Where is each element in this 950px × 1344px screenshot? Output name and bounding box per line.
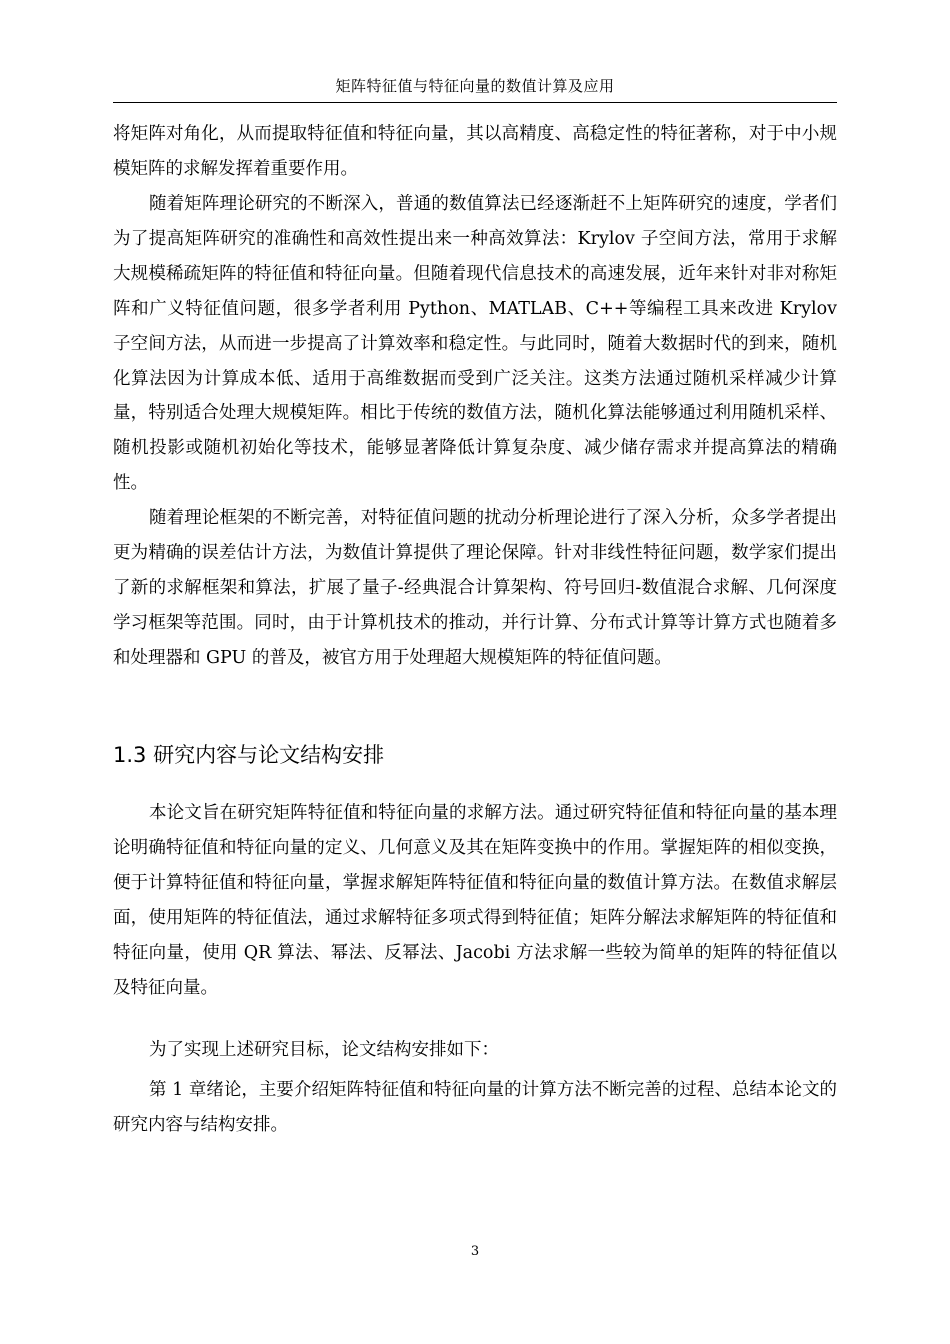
body-paragraph-research-content: 本论文旨在研究矩阵特征值和特征向量的求解方法。通过研究特征值和特征向量的基本理论明确特征值和特征向量的定义、几何意义及其在矩阵变换中的作用。掌握矩阵的相似变换，便于计算特征值和特征向量，掌握求解矩阵特征值和特征向量的数值计算方法。在数值求解层面，使用矩阵的特征值法，通过求解特征多项式得到特征值；矩阵分解法求解矩阵的特征值和特征向量，使用 QR 算法、幂法、反幂法、Jacobi 方法求解一些较为简单的矩阵的特征值以及特征向量。 [113,803,837,998]
body-paragraph-structure-intro: 为了实现上述研究目标，论文结构安排如下： [149,1040,499,1060]
body-paragraph-continued: 将矩阵对角化，从而提取特征值和特征向量，其以高精度、高稳定性的特征著称，对于中小规模矩阵的求解发挥着重要作用。 [113,124,837,179]
header-divider [113,102,837,103]
body-paragraph-theory: 随着理论框架的不断完善，对特征值问题的扰动分析理论进行了深入分析，众多学者提出更为精确的误差估计方法，为数值计算提供了理论保障。针对非线性特征问题，数学家们提出了新的求解框架和算法，扩展了量子-经典混合计算架构、符号回归-数值混合求解、几何深度学习框架等范围。同时，由于计算机技术的推动，并行计算、分布式计算等计算方式也随着多和处理器和 GPU 的普及，被官方用于处理超大规模矩阵的特征值问题。 [113,508,837,668]
running-header: 矩阵特征值与特征向量的数值计算及应用 [335,77,615,95]
section-heading: 1.3 研究内容与论文结构安排 [113,743,385,767]
body-paragraph-chapter-one: 第 1 章绪论，主要介绍矩阵特征值和特征向量的计算方法不断完善的过程、总结本论文的研究内容与结构安排。 [113,1080,837,1135]
body-paragraph-krylov: 随着矩阵理论研究的不断深入，普通的数值算法已经逐渐赶不上矩阵研究的速度，学者们为了提高矩阵研究的准确性和高效性提出来一种高效算法：Krylov 子空间方法，常用于求解大规模稀疏矩阵的特征值和特征向量。但随着现代信息技术的高速发展，近年来针对非对称矩阵和广义特征值问题，很多学者利用 Python、MATLAB、C++等编程工具来改进 Krylov 子空间方法，从而进一步提高了计算效率和稳定性。与此同时，随着大数据时代的到来，随机化算法因为计算成本低、适用于高维数据而受到广泛关注。这类方法通过随机采样减少计算量，特别适合处理大规模矩阵。相比于传统的数值方法，随机化算法能够通过利用随机采样、随机投影或随机初始化等技术，能够显著降低计算复杂度、减少储存需求并提高算法的精确性。 [113,194,837,494]
page-number: 3 [470,1244,480,1259]
